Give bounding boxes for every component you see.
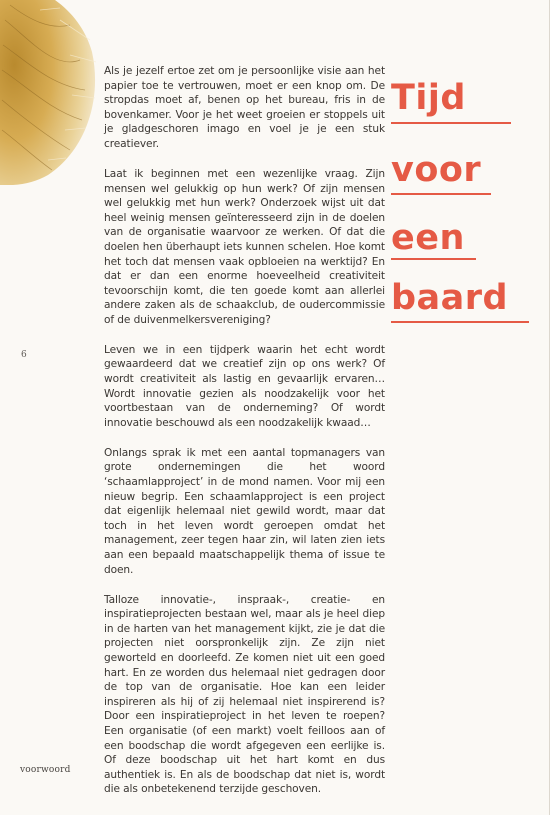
paragraph-3: Leven we in een tijdperk waarin het echt wordt gewaardeerd dat we creatief zijn op ons werk? Of wordt creativiteit als lastig en gevaarlijk ervaren… Wordt innovatie gezien als noodzakelijk voor het voortbestaan van de onderneming? Of wordt innovatie beschouwd als een noodzakelijk kwaad… [104,343,385,429]
title-underline [391,258,476,260]
section-footer: voorwoord [20,765,71,775]
shaving-brush-image [0,0,100,185]
paragraph-4: Onlangs sprak ik met een aantal topmanagers van grote ondernemingen die het woord ‘schaamlapproject’ in de mond namen. Voor mij een nieuw begrip. Een schaamlapproject is een project dat eigenlijk helemaal niet gewild wordt, maar dat toch in het leven wordt geroepen omdat het management, zeer tegen haar zin, wil laten zien iets aan een bepaald maatschappelijk thema of issue te doen. [104,446,385,576]
paragraph-5: Talloze innovatie-, inspraak-, creatie- en inspiratieprojecten bestaan wel, maar als je heel diep in de harten van het management kijkt, zie je dat die projecten niet oorspronkelijk zijn. Ze zijn niet geworteld en doorleefd. Ze komen niet uit een goed hart. En ze worden dus helemaal niet gedragen door de top van de organisatie. Hoe kan een leider inspireren als hij of zij helemaal niet inspirerend is? Door een inspiratieproject in het leven te roepen? Een organisatie (of een markt) voelt feilloos aan of een boodschap die wordt afgegeven een eerlijke is. Of deze boodschap uit het hart komt en dus authentiek is. En als de boodschap dat niet is, wordt die als onbetekenend terzijde geschoven. [104,593,385,796]
title-line-1: Tijd [391,78,466,118]
paragraph-1: Als je jezelf ertoe zet om je persoonlijke visie aan het papier toe te vertrouwen, moet er een knop om. De stropdas moet af, benen op het bureau, fris in de bovenkamer. Voor je het weet groeien er stoppels uit je gladgeschoren imago en voel je je een stuk creatiever. [104,65,385,150]
title-line-3: een [391,218,465,258]
title-line-4: baard [391,278,509,318]
title-line-2: voor [391,150,482,190]
title-underline [391,122,511,124]
body-text [104,64,385,797]
paragraph-2: Laat ik beginnen met een wezenlijke vraag. Zijn mensen wel gelukkig op hun werk? Of zijn mensen wel gelukkig met hun werk? Onderzoek wijst uit dat heel weinig mensen geïnteresseerd zijn in de doelen van de organisatie waarvoor ze werken. Of dat die doelen hen überhaupt iets kunnen schelen. Hoe komt het toch dat mensen vaak opbloeien na werktijd? En dat er dan een enorme hoeveelheid creativiteit tevoorschijn komt, die ten goede komt aan allerlei andere zaken als de schaakclub, de oudercommissie of de duivenmelkersvereniging? [104,167,385,326]
page-number: 6 [21,350,27,360]
title-underline [391,321,529,323]
title-underline [391,193,491,195]
